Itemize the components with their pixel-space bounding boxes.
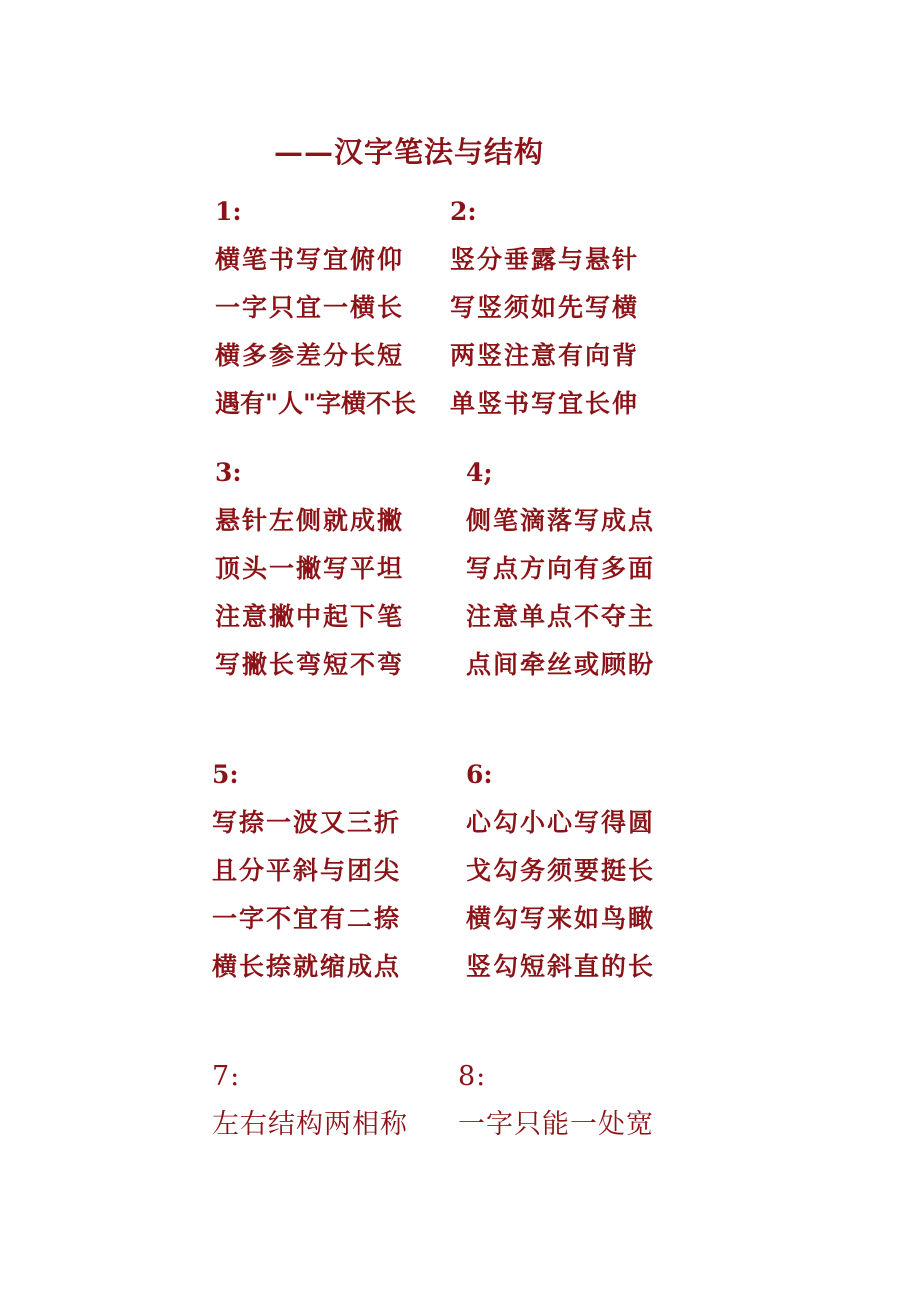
section-number: 2: xyxy=(450,197,477,226)
section-8 xyxy=(458,1060,654,1156)
section-2 xyxy=(450,195,639,435)
verse-line: 一字只能一处宽 xyxy=(458,1109,654,1140)
section-number: 4; xyxy=(466,458,493,487)
verse-line: 写竖须如先写横 xyxy=(450,293,640,322)
section-number: 1: xyxy=(215,197,242,226)
verse-line: 且分平斜与团尖 xyxy=(212,856,402,885)
section-7 xyxy=(212,1060,408,1156)
section-5 xyxy=(212,758,401,998)
verse-line: 单竖书写宜长伸 xyxy=(450,389,640,418)
section-number: 3: xyxy=(215,458,242,487)
verse-line: 横笔书写宜俯仰 xyxy=(215,245,405,274)
section-number: 6: xyxy=(466,760,493,789)
verse-line: 戈勾务须要挺长 xyxy=(466,856,656,885)
page-title: ——汉字笔法与结构 xyxy=(274,135,545,169)
verse-line: 左右结构两相称 xyxy=(212,1109,408,1140)
verse-line: 横多参差分长短 xyxy=(215,341,405,370)
verse-line: 悬针左侧就成撇 xyxy=(215,506,405,535)
verse-line: 心勾小心写得圆 xyxy=(466,808,656,837)
verse-line: 横勾写来如鸟瞰 xyxy=(466,904,656,933)
section-4 xyxy=(466,456,655,696)
section-1 xyxy=(215,195,416,435)
section-number: 5: xyxy=(212,760,239,789)
verse-line: 侧笔滴落写成点 xyxy=(466,506,656,535)
verse-line: 顶头一撇写平坦 xyxy=(215,554,405,583)
verse-line: 写撇长弯短不弯 xyxy=(215,650,405,679)
verse-line: 写点方向有多面 xyxy=(466,554,656,583)
verse-line: 横长捺就缩成点 xyxy=(212,952,402,981)
section-3 xyxy=(215,456,404,696)
verse-line: 注意单点不夺主 xyxy=(466,602,656,631)
section-number: 7: xyxy=(212,1061,241,1092)
verse-line: 注意撇中起下笔 xyxy=(215,602,405,631)
verse-line: 竖分垂露与悬针 xyxy=(450,245,640,274)
verse-line: 两竖注意有向背 xyxy=(450,341,640,370)
verse-line: 写捺一波又三折 xyxy=(212,808,402,837)
section-6 xyxy=(466,758,655,998)
verse-line: 一字不宜有二捺 xyxy=(212,904,402,933)
section-number: 8: xyxy=(458,1061,487,1092)
verse-line: 竖勾短斜直的长 xyxy=(466,952,656,981)
verse-line: 点间牵丝或顾盼 xyxy=(466,650,656,679)
verse-line: 遇有"人"字横不长 xyxy=(215,389,417,418)
verse-line: 一字只宜一横长 xyxy=(215,293,405,322)
